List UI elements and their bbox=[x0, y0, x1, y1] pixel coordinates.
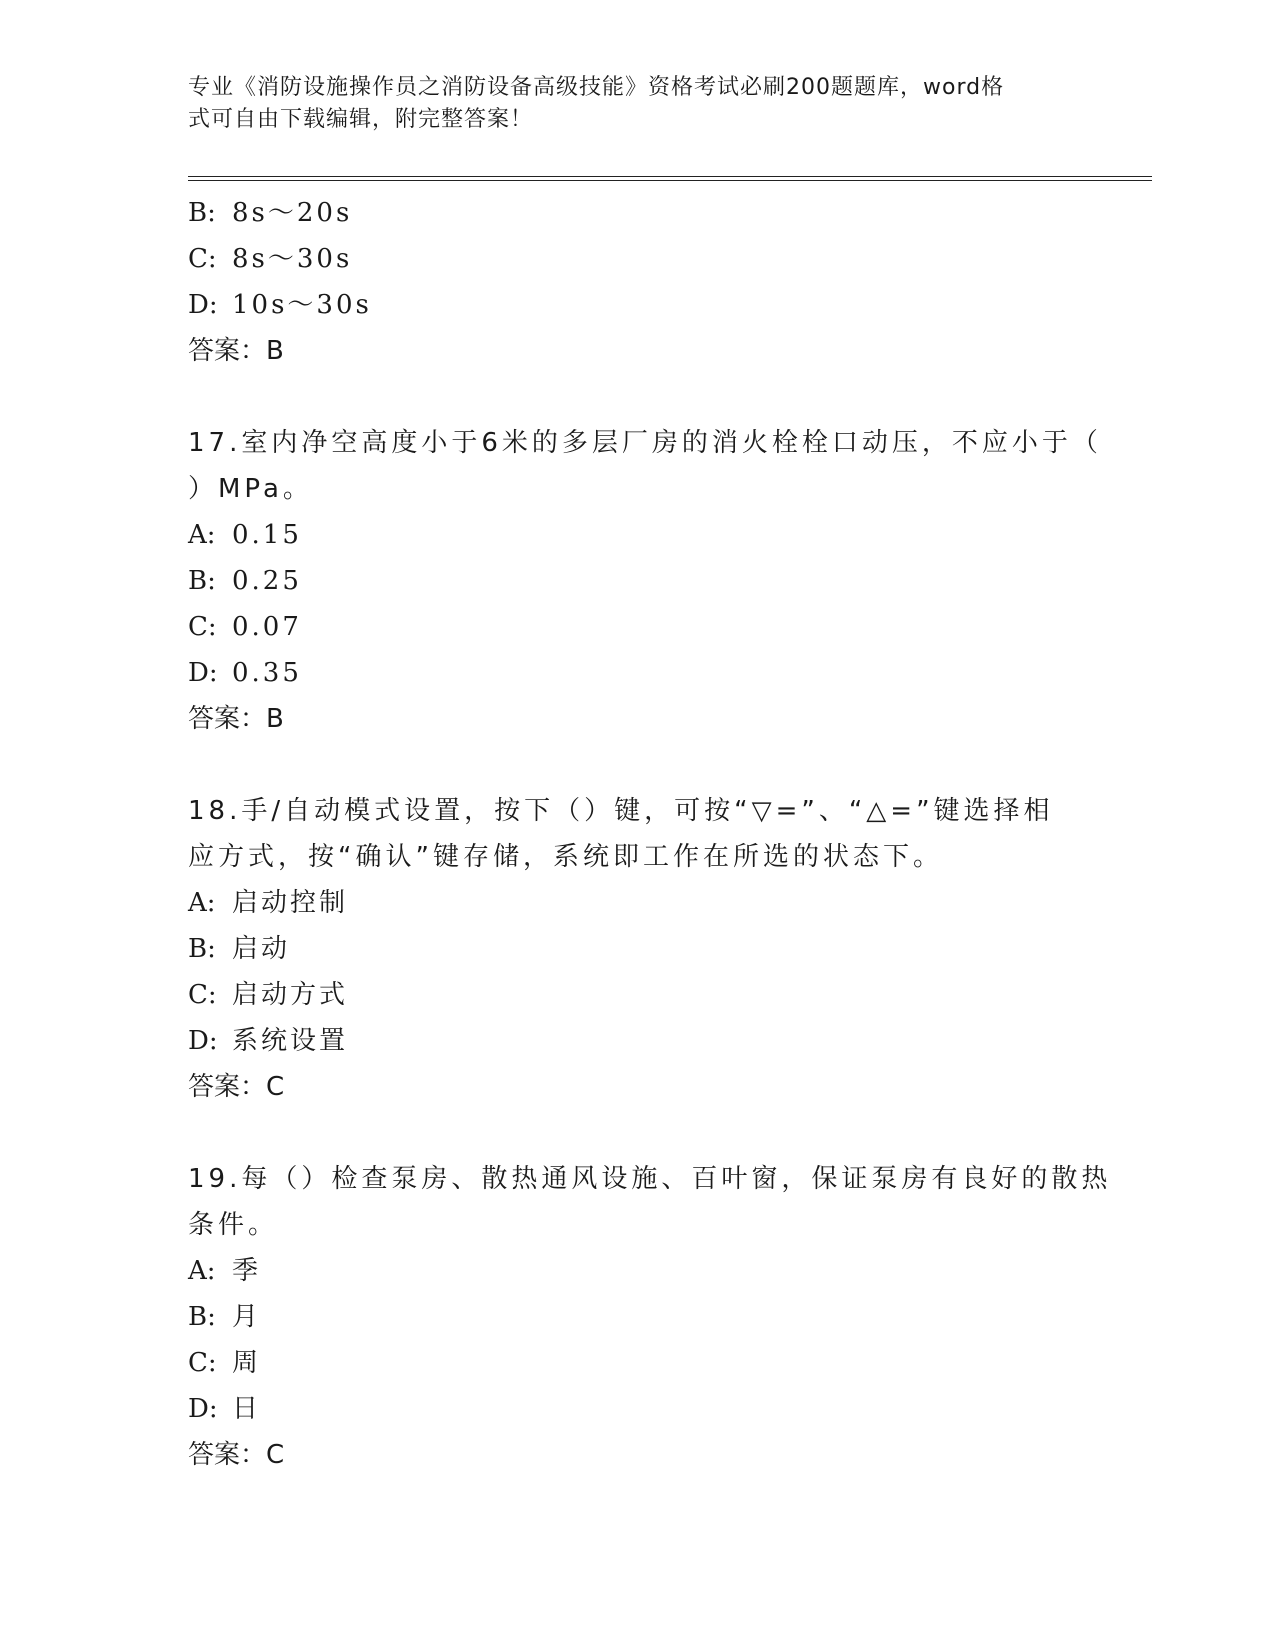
option-key: B: bbox=[188, 934, 216, 964]
previous-question-tail bbox=[188, 190, 1088, 374]
option-text: 0.15 bbox=[232, 520, 302, 550]
header-line-1: 专业《消防设施操作员之消防设备高级技能》资格考试必刷200题题库，word格 bbox=[188, 75, 1005, 100]
option-text: 0.07 bbox=[232, 612, 302, 642]
option-b bbox=[188, 926, 1088, 972]
option-d bbox=[188, 1386, 1088, 1432]
option-key: B: bbox=[188, 198, 216, 228]
option-text: 启动 bbox=[232, 934, 291, 964]
question-content bbox=[188, 190, 1112, 1478]
option-text: 启动方式 bbox=[232, 980, 349, 1010]
question-17 bbox=[188, 420, 1102, 742]
document-header bbox=[188, 72, 1088, 136]
option-text: 10s～30s bbox=[232, 290, 372, 320]
option-a bbox=[188, 1248, 1088, 1294]
question-stem-line: 17.室内净空高度小于6米的多层厂房的消火栓栓口动压，不应小于（ bbox=[188, 428, 1102, 458]
answer-line: 答案：C bbox=[188, 1440, 285, 1470]
option-text: 8s～20s bbox=[232, 198, 353, 228]
option-c bbox=[188, 972, 1088, 1018]
option-key: A: bbox=[188, 888, 216, 918]
option-b bbox=[188, 1294, 1088, 1340]
option-key: C: bbox=[188, 1348, 217, 1378]
option-text: 日 bbox=[232, 1394, 262, 1424]
option-key: C: bbox=[188, 244, 217, 274]
option-d bbox=[188, 1018, 1088, 1064]
spacer bbox=[188, 742, 1088, 788]
option-key: A: bbox=[188, 1256, 216, 1286]
option-key: D: bbox=[188, 658, 218, 688]
spacer bbox=[188, 1110, 1088, 1156]
option-text: 月 bbox=[232, 1302, 262, 1332]
option-key: A: bbox=[188, 520, 216, 550]
option-text: 周 bbox=[232, 1348, 262, 1378]
option-b bbox=[188, 558, 1088, 604]
answer-line: 答案：B bbox=[188, 704, 284, 734]
option-c bbox=[188, 236, 1088, 282]
option-c bbox=[188, 1340, 1088, 1386]
option-key: C: bbox=[188, 612, 217, 642]
option-text: 0.25 bbox=[232, 566, 302, 596]
option-a bbox=[188, 512, 1088, 558]
option-text: 启动控制 bbox=[232, 888, 349, 918]
question-stem-line: 18.手/自动模式设置，按下（）键，可按“▽=”、“△=”键选择相 bbox=[188, 796, 1054, 826]
option-text: 0.35 bbox=[232, 658, 302, 688]
option-key: B: bbox=[188, 1302, 216, 1332]
header-double-rule bbox=[188, 176, 1152, 181]
answer-line: 答案：C bbox=[188, 1072, 285, 1102]
option-key: B: bbox=[188, 566, 216, 596]
question-18 bbox=[188, 788, 1088, 1110]
option-text: 季 bbox=[232, 1256, 262, 1286]
spacer bbox=[188, 374, 1088, 420]
option-b bbox=[188, 190, 1088, 236]
question-19 bbox=[188, 1156, 1112, 1478]
question-stem-line: 条件。 bbox=[188, 1210, 279, 1240]
question-stem-line: 应方式，按“确认”键存储，系统即工作在所选的状态下。 bbox=[188, 842, 943, 872]
option-key: D: bbox=[188, 1394, 218, 1424]
answer-line: 答案：B bbox=[188, 336, 284, 366]
header-line-2: 式可自由下载编辑，附完整答案！ bbox=[188, 107, 534, 132]
option-text: 系统设置 bbox=[232, 1026, 349, 1056]
option-d bbox=[188, 650, 1088, 696]
option-a bbox=[188, 880, 1088, 926]
option-key: C: bbox=[188, 980, 217, 1010]
option-d bbox=[188, 282, 1088, 328]
question-stem-line: 19.每（）检查泵房、散热通风设施、百叶窗，保证泵房有良好的散热 bbox=[188, 1164, 1112, 1194]
option-key: D: bbox=[188, 1026, 218, 1056]
option-c bbox=[188, 604, 1088, 650]
question-stem-line: ）MPa。 bbox=[188, 474, 313, 504]
option-key: D: bbox=[188, 290, 218, 320]
option-text: 8s～30s bbox=[232, 244, 353, 274]
